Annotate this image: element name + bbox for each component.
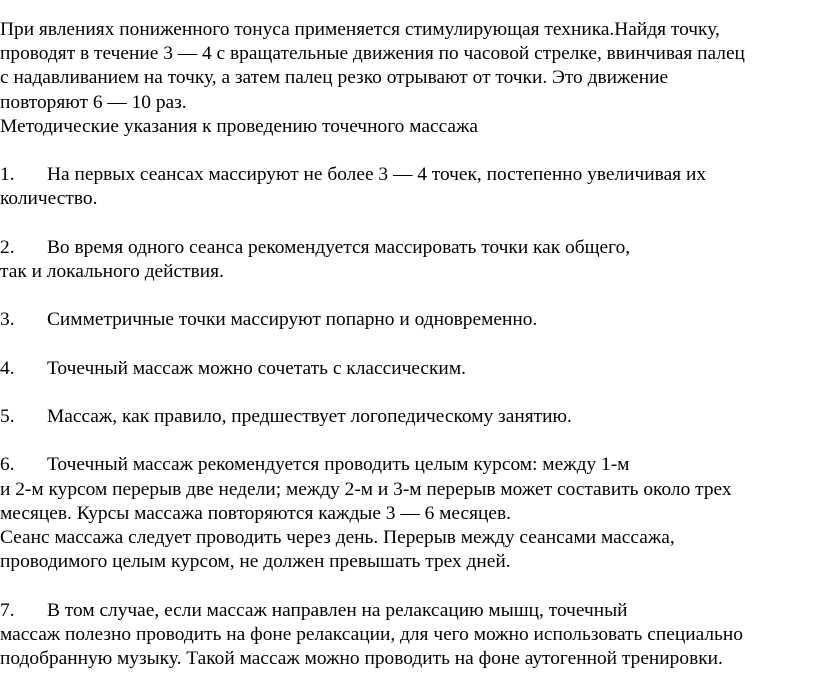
list-item-continuation-line: массаж полезно проводить на фоне релаксации, для чего можно использовать специально [0,623,743,645]
list-item-number: 3. [0,309,15,331]
list-item-first-line [0,357,812,381]
list-item-continuation-line: проводимого целым курсом, не должен превышать трех дней. [0,551,511,573]
intro-line: При явлениях пониженного тонуса применяется стимулирующая техника.Найдя точку, [0,19,720,40]
list-item-number: 1. [0,164,15,186]
list-item-continuation-line: подобранную музыку. Такой массаж можно проводить на фоне аутогенной тренировки. [0,647,723,669]
numbered-list [0,139,812,671]
list-item-continuation-line: и 2-м курсом перерыв две недели; между 2-м и 3-м перерыв может составить около трех [0,478,732,500]
list-item [0,453,812,574]
blank-line [0,139,812,163]
list-item [0,236,812,284]
list-item-text: Точечный массаж можно сочетать с классическим. [47,357,466,379]
list-item-first-line [0,599,812,623]
section-heading: Методические указания к проведению точечного массажа [0,115,479,137]
list-item [0,357,812,381]
list-item-first-line [0,163,812,187]
list-item [0,599,812,672]
list-item-continuation-line: количество. [0,188,98,210]
list-item [0,163,812,211]
list-item-text: Массаж, как правило, предшествует логопедическому занятию. [47,406,572,427]
list-item-first-line [0,405,812,429]
blank-line [0,284,812,308]
list-item [0,308,812,332]
list-item-text: Симметричные точки массируют попарно и одновременно. [47,309,538,331]
blank-line [0,381,812,405]
list-item-continuation-line: так и локального действия. [0,260,224,282]
list-item-number: 5. [0,406,15,427]
list-item-number: 7. [0,599,15,621]
list-item-text: Во время одного сеанса рекомендуется массировать точки как общего, [47,236,631,258]
intro-line: повторяют 6 — 10 раз. [0,91,187,113]
list-item-number: 6. [0,454,15,476]
blank-line [0,574,812,598]
list-item [0,405,812,429]
intro-line: с надавливанием на точку, а затем палец резко отрывают от точки. Это движение [0,67,669,89]
list-item-text: На первых сеансах массируют не более 3 — 4 точек, постепенно увеличивая их [47,164,707,186]
list-item-number: 2. [0,236,15,258]
list-item-continuation-line: Сеанс массажа следует проводить через день. Перерыв между сеансами массажа, [0,526,675,548]
document-page [0,18,812,671]
list-item-text: Точечный массаж рекомендуется проводить целым курсом: между 1-м [47,454,630,476]
list-item-number: 4. [0,357,15,379]
list-item-first-line [0,453,812,477]
blank-line [0,429,812,453]
intro-line: проводят в течение 3 — 4 с вращательные движения по часовой стрелке, ввинчивая палец [0,43,745,65]
list-item-first-line [0,236,812,260]
list-item-first-line [0,308,812,332]
list-item-continuation-line: месяцев. Курсы массажа повторяются каждые 3 — 6 месяцев. [0,502,511,524]
intro-paragraph [0,18,812,115]
blank-line [0,212,812,236]
blank-line [0,332,812,356]
list-item-text: В том случае, если массаж направлен на релаксацию мышц, точечный [47,599,628,621]
